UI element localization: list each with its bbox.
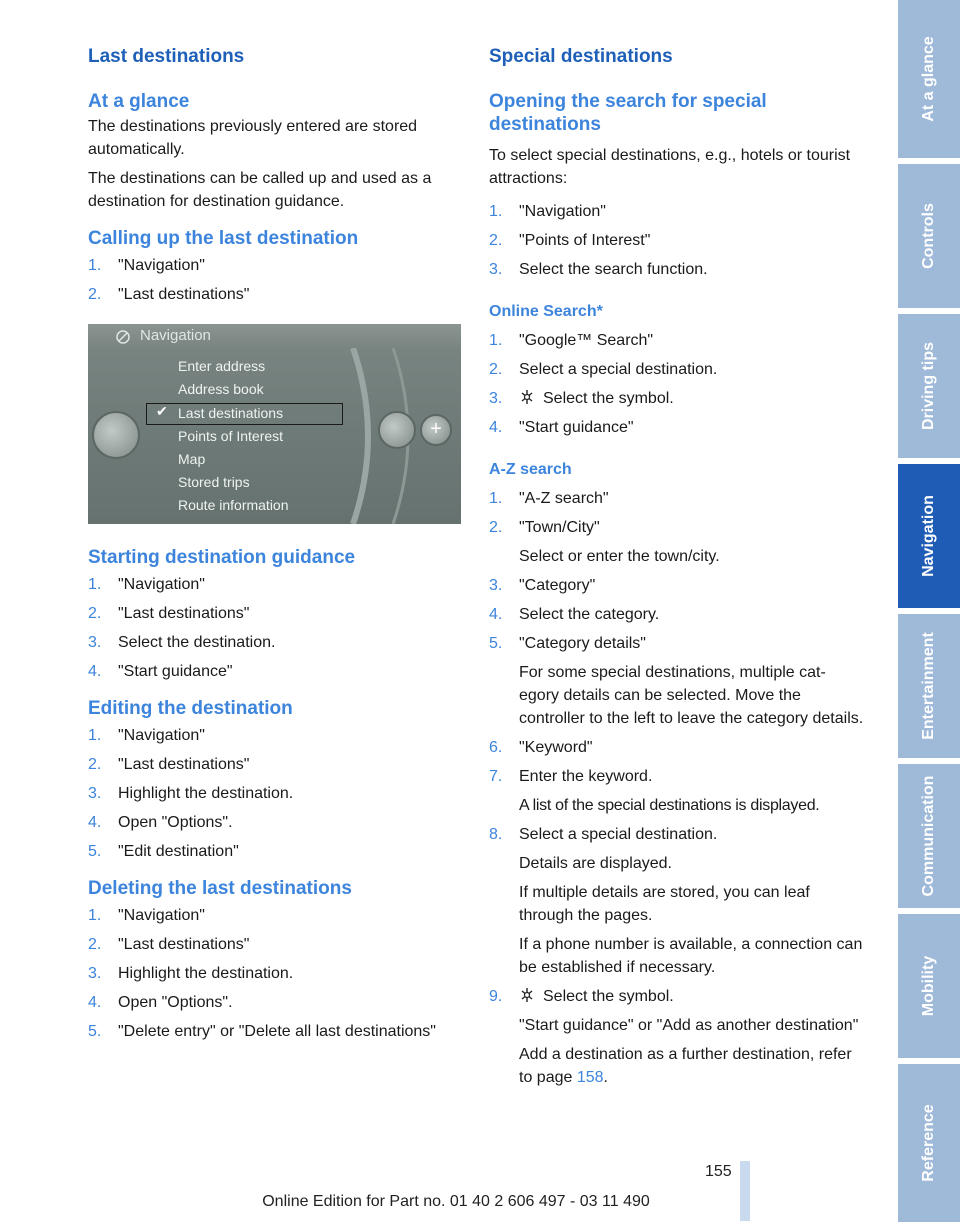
left-column	[88, 44, 463, 1049]
list-item: 2. "Last destinations"	[88, 756, 250, 773]
list-item: 8. Select a special destination. Details are displayed. If multiple details are stored, you can leaf through the pages. If a phone number is available, a connection can be established if necessary.	[489, 823, 864, 979]
list-item: 7. Enter the keyword. A list of the special destinations is displayed.	[489, 765, 864, 817]
checkmark-icon: ✔	[156, 403, 168, 419]
list-item: 2. "Points of Interest"	[489, 232, 651, 249]
heading-calling-up: Calling up the last destination	[88, 228, 359, 249]
list-item: 5. "Edit destination"	[88, 843, 239, 860]
list-item: 4. Open "Options".	[88, 814, 233, 831]
step-list	[88, 904, 463, 1043]
list-item: 3. "Category"	[489, 577, 596, 594]
list-item: 5. "Delete entry" or "Delete all last destinations"	[88, 1023, 436, 1040]
heading-opening-search: Opening the search for special destinations	[489, 91, 767, 135]
navigation-icon	[114, 329, 134, 345]
heading-online-search: Online Search*	[489, 303, 603, 320]
step-detail: For some special destinations, multiple cat-egory details can be selected. Move the controller to the left to leave the category details.	[519, 664, 864, 727]
tab-navigation[interactable]: Navigation	[898, 464, 960, 608]
edition-footer: Online Edition for Part no. 01 40 2 606 497 - 03 11 490	[262, 1193, 650, 1210]
menu-item: Route information	[178, 497, 289, 513]
step-list	[489, 329, 864, 439]
tab-entertainment[interactable]: Entertainment	[898, 614, 960, 758]
paragraph: The destinations can be called up and used as a destination for destination guidance.	[88, 170, 432, 210]
heading-starting-guidance: Starting destination guidance	[88, 547, 356, 568]
page-number: 155	[705, 1163, 732, 1180]
start-guidance-symbol-icon	[519, 389, 535, 405]
step-detail: If a phone number is available, a connection can be established if necessary.	[519, 936, 863, 976]
list-item: 1. "Navigation"	[88, 907, 205, 924]
list-item: 1. "Navigation"	[88, 257, 205, 274]
menu-item: Points of Interest	[178, 428, 284, 444]
heading-editing: Editing the destination	[88, 698, 293, 719]
tab-communication[interactable]: Communication	[898, 764, 960, 908]
right-column	[489, 44, 864, 1095]
screenshot-title: Navigation	[140, 327, 211, 344]
list-item: 2. "Last destinations"	[88, 936, 250, 953]
tab-mobility[interactable]: Mobility	[898, 914, 960, 1058]
step-list	[88, 724, 463, 863]
list-item: 4. Open "Options".	[88, 994, 233, 1011]
step-list	[489, 487, 864, 1089]
step-detail: Details are displayed.	[519, 855, 672, 872]
list-item: 3. Select the destination.	[88, 634, 276, 651]
tab-at-a-glance[interactable]: At a glance	[898, 0, 960, 158]
list-item: 3. Select the symbol.	[489, 390, 674, 407]
list-item: 1. "Navigation"	[88, 576, 205, 593]
menu-item: Enter address	[178, 358, 266, 374]
paragraph: The destinations previously entered are stored automatically.	[88, 118, 418, 158]
tab-reference[interactable]: Reference	[898, 1064, 960, 1222]
step-list	[88, 573, 463, 683]
list-item: 2. "Last destinations"	[88, 605, 250, 622]
step-list	[489, 200, 864, 281]
list-item: 1. "Navigation"	[88, 727, 205, 744]
paragraph: To select special destinations, e.g., hotels or tourist attractions:	[489, 147, 851, 187]
step-detail: If multiple details are stored, you can leaf through the pages.	[519, 884, 810, 924]
menu-item: Stored trips	[178, 474, 250, 490]
section-title-special-destinations: Special destinations	[489, 46, 673, 67]
list-item: 3. Select the search function.	[489, 261, 708, 278]
start-guidance-symbol-icon	[519, 987, 535, 1003]
menu-item-selected: Last destinations	[178, 405, 284, 421]
list-item: 5. "Category details" For some special destinations, multiple cat-egory details can be selected. Move the controller to the left to leave the category details.	[489, 632, 864, 730]
list-item: 4. "Start guidance"	[489, 419, 634, 436]
menu-item: Address book	[178, 381, 264, 397]
list-item: 2. "Town/City" Select or enter the town/city.	[489, 516, 864, 568]
list-item: 1. "A-Z search"	[489, 490, 609, 507]
step-detail: Add a destination as a further destination, refer to page 158.	[519, 1046, 852, 1086]
plus-icon: +	[420, 414, 452, 446]
list-item: 2. "Last destinations"	[88, 286, 250, 303]
list-item: 2. Select a special destination.	[489, 361, 718, 378]
list-item: 9. Select the symbol. "Start guidance" or "Add as another destination" Add a destination as a further destination, refer to page 158.	[489, 985, 864, 1089]
menu-item: Map	[178, 451, 206, 467]
list-item: 4. Select the category.	[489, 606, 660, 623]
list-item: 3. Highlight the destination.	[88, 785, 294, 802]
heading-at-a-glance: At a glance	[88, 91, 190, 112]
list-item: 6. "Keyword"	[489, 739, 593, 756]
page-reference-link[interactable]: 158	[576, 1069, 604, 1086]
heading-deleting: Deleting the last destinations	[88, 878, 352, 899]
list-item: 1. "Navigation"	[489, 203, 606, 220]
step-detail: Select or enter the town/city.	[519, 548, 720, 565]
tab-driving-tips[interactable]: Driving tips	[898, 314, 960, 458]
settings-knob-icon	[378, 411, 416, 449]
list-item: 1. "Google™ Search"	[489, 332, 654, 349]
heading-a-z-search: A-Z search	[489, 461, 572, 478]
tab-controls[interactable]: Controls	[898, 164, 960, 308]
list-item: 4. "Start guidance"	[88, 663, 233, 680]
list-item: 3. Highlight the destination.	[88, 965, 294, 982]
step-list	[88, 254, 463, 306]
section-title-last-destinations: Last destinations	[88, 46, 245, 67]
page-marker	[740, 1161, 750, 1221]
step-detail: "Start guidance" or "Add as another destination"	[519, 1017, 859, 1034]
controller-knob-icon	[92, 411, 140, 459]
step-detail: A list of the special destinations is displayed.	[519, 797, 820, 814]
navigation-menu-screenshot	[88, 324, 461, 524]
